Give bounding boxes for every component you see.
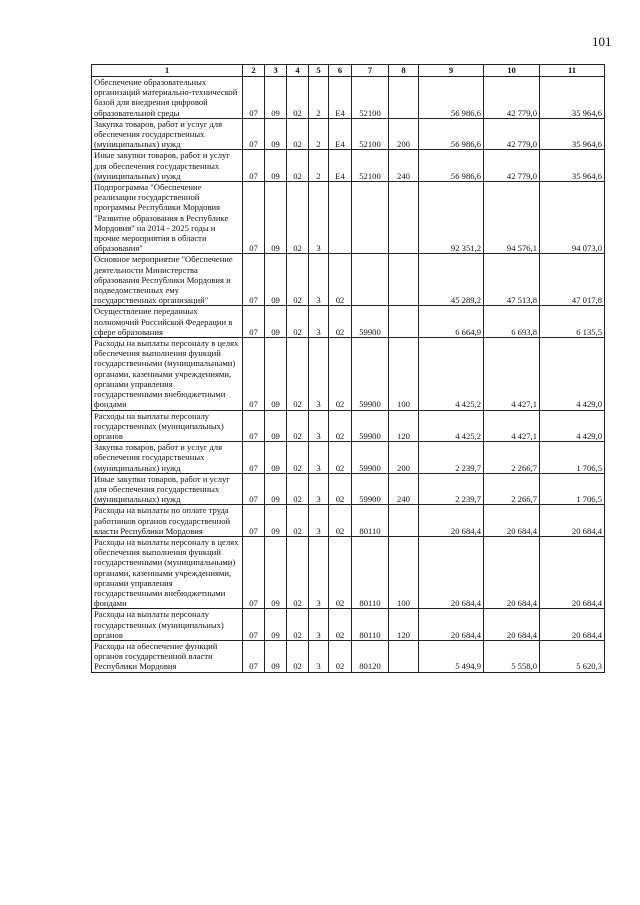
code-expense-type [389, 254, 419, 306]
item-name: Основное мероприятие "Обеспечение деятельности Министерства образования Республики Мордовия и подведомственных ему государственных организаций" [92, 254, 243, 306]
code-subsection: 09 [265, 306, 287, 338]
code-section: 07 [243, 410, 265, 442]
table-row [92, 473, 605, 505]
code-activity: 02 [329, 410, 352, 442]
table-row [92, 505, 605, 537]
table-row [92, 118, 605, 150]
code-subprogram: 2 [309, 77, 329, 119]
code-subprogram: 3 [309, 505, 329, 537]
amount-year-1: 20 684,4 [419, 536, 484, 608]
code-subprogram: 3 [309, 410, 329, 442]
item-name: Иные закупки товаров, работ и услуг для обеспечения государственных (муниципальных) нужд [92, 150, 243, 182]
amount-year-3: 47 017,8 [540, 254, 605, 306]
code-section: 07 [243, 338, 265, 410]
amount-year-3: 20 684,4 [540, 609, 605, 641]
code-direction [352, 254, 389, 306]
header-cell: 10 [484, 65, 540, 77]
code-subsection: 09 [265, 442, 287, 474]
amount-year-2: 20 684,4 [484, 609, 540, 641]
amount-year-1: 56 986,6 [419, 150, 484, 182]
code-subprogram: 2 [309, 118, 329, 150]
amount-year-1: 56 986,6 [419, 118, 484, 150]
table-row [92, 609, 605, 641]
code-expense-type: 100 [389, 536, 419, 608]
amount-year-1: 2 239,7 [419, 442, 484, 474]
code-subprogram: 3 [309, 609, 329, 641]
code-subprogram: 3 [309, 640, 329, 672]
table-header-row [92, 65, 605, 77]
table-row [92, 338, 605, 410]
code-activity: 02 [329, 306, 352, 338]
code-program: 02 [287, 640, 309, 672]
code-section: 07 [243, 306, 265, 338]
code-subprogram: 3 [309, 254, 329, 306]
code-subprogram: 3 [309, 338, 329, 410]
code-program: 02 [287, 609, 309, 641]
code-subprogram: 3 [309, 182, 329, 254]
table-body [92, 77, 605, 673]
table-row [92, 182, 605, 254]
item-name: Расходы на выплаты персоналу в целях обеспечения выполнения функций государственными (муниципальными) органами, казенными учреждениями, органами управления государственными внебюджетными фондами [92, 536, 243, 608]
item-name: Расходы на выплаты по оплате труда работников органов государственной власти Республики Мордовия [92, 505, 243, 537]
code-subprogram: 3 [309, 536, 329, 608]
code-subprogram: 3 [309, 473, 329, 505]
amount-year-3: 6 135,5 [540, 306, 605, 338]
table-row [92, 77, 605, 119]
header-cell: 6 [329, 65, 352, 77]
table-row [92, 254, 605, 306]
header-cell: 4 [287, 65, 309, 77]
code-direction: 80120 [352, 640, 389, 672]
code-direction: 52100 [352, 77, 389, 119]
amount-year-3: 35 964,6 [540, 150, 605, 182]
amount-year-1: 4 425,2 [419, 410, 484, 442]
code-subsection: 09 [265, 536, 287, 608]
header-cell: 7 [352, 65, 389, 77]
code-section: 07 [243, 609, 265, 641]
amount-year-1: 2 239,7 [419, 473, 484, 505]
table-row [92, 150, 605, 182]
code-section: 07 [243, 505, 265, 537]
budget-table [91, 64, 605, 673]
amount-year-1: 6 664,9 [419, 306, 484, 338]
amount-year-2: 6 693,8 [484, 306, 540, 338]
amount-year-1: 56 986,6 [419, 77, 484, 119]
code-activity: 02 [329, 254, 352, 306]
code-section: 07 [243, 150, 265, 182]
amount-year-3: 35 964,6 [540, 77, 605, 119]
code-subsection: 09 [265, 640, 287, 672]
item-name: Обеспечение образовательных организаций материально-технической базой для внедрения цифровой образовательной среды [92, 77, 243, 119]
code-activity: 02 [329, 442, 352, 474]
code-program: 02 [287, 77, 309, 119]
code-activity [329, 182, 352, 254]
table-row [92, 442, 605, 474]
amount-year-3: 5 620,3 [540, 640, 605, 672]
code-program: 02 [287, 182, 309, 254]
code-expense-type [389, 640, 419, 672]
amount-year-2: 42 779,0 [484, 77, 540, 119]
item-name: Иные закупки товаров, работ и услуг для обеспечения государственных (муниципальных) нужд [92, 473, 243, 505]
code-subsection: 09 [265, 150, 287, 182]
header-cell: 2 [243, 65, 265, 77]
code-direction: 59900 [352, 410, 389, 442]
code-program: 02 [287, 254, 309, 306]
code-activity: Е4 [329, 150, 352, 182]
code-subsection: 09 [265, 118, 287, 150]
item-name: Подпрограмма "Обеспечение реализации государственной программы Республики Мордовия "Развитие образования в Республике Мордовия" на 2014 - 2025 годы и прочие мероприятия в области образования" [92, 182, 243, 254]
amount-year-2: 94 576,1 [484, 182, 540, 254]
code-activity: 02 [329, 609, 352, 641]
amount-year-3: 1 706,5 [540, 442, 605, 474]
item-name: Расходы на выплаты персоналу государственных (муниципальных) органов [92, 609, 243, 641]
code-subsection: 09 [265, 338, 287, 410]
amount-year-2: 2 266,7 [484, 442, 540, 474]
amount-year-3: 4 429,0 [540, 338, 605, 410]
code-section: 07 [243, 118, 265, 150]
code-direction: 59900 [352, 306, 389, 338]
header-cell: 1 [92, 65, 243, 77]
item-name: Закупка товаров, работ и услуг для обеспечения государственных (муниципальных) нужд [92, 442, 243, 474]
code-activity: 02 [329, 536, 352, 608]
code-activity: 02 [329, 473, 352, 505]
amount-year-1: 92 351,2 [419, 182, 484, 254]
code-program: 02 [287, 150, 309, 182]
table-row [92, 640, 605, 672]
header-cell: 11 [540, 65, 605, 77]
code-expense-type: 200 [389, 118, 419, 150]
code-subprogram: 3 [309, 442, 329, 474]
code-program: 02 [287, 410, 309, 442]
code-activity: Е4 [329, 118, 352, 150]
code-direction: 52100 [352, 150, 389, 182]
amount-year-2: 47 513,8 [484, 254, 540, 306]
code-activity: 02 [329, 505, 352, 537]
code-section: 07 [243, 640, 265, 672]
code-program: 02 [287, 118, 309, 150]
amount-year-1: 45 289,2 [419, 254, 484, 306]
amount-year-3: 35 964,6 [540, 118, 605, 150]
code-section: 07 [243, 473, 265, 505]
code-expense-type [389, 77, 419, 119]
header-cell: 5 [309, 65, 329, 77]
amount-year-2: 2 266,7 [484, 473, 540, 505]
amount-year-2: 5 558,0 [484, 640, 540, 672]
amount-year-3: 94 073,0 [540, 182, 605, 254]
code-subprogram: 3 [309, 306, 329, 338]
code-subsection: 09 [265, 77, 287, 119]
table-row [92, 410, 605, 442]
item-name: Расходы на обеспечение функций органов государственной власти Республики Мордовия [92, 640, 243, 672]
code-expense-type: 120 [389, 410, 419, 442]
code-expense-type: 200 [389, 442, 419, 474]
code-expense-type: 120 [389, 609, 419, 641]
code-expense-type: 100 [389, 338, 419, 410]
code-expense-type [389, 182, 419, 254]
code-direction: 80110 [352, 505, 389, 537]
amount-year-3: 1 706,5 [540, 473, 605, 505]
header-cell: 8 [389, 65, 419, 77]
code-program: 02 [287, 473, 309, 505]
code-activity: 02 [329, 338, 352, 410]
code-program: 02 [287, 536, 309, 608]
amount-year-3: 20 684,4 [540, 505, 605, 537]
code-direction: 59900 [352, 338, 389, 410]
code-section: 07 [243, 536, 265, 608]
item-name: Закупка товаров, работ и услуг для обеспечения государственных (муниципальных) нужд [92, 118, 243, 150]
code-expense-type: 240 [389, 150, 419, 182]
header-cell: 9 [419, 65, 484, 77]
code-direction [352, 182, 389, 254]
table-row [92, 306, 605, 338]
code-expense-type [389, 306, 419, 338]
code-subsection: 09 [265, 505, 287, 537]
amount-year-1: 5 494,9 [419, 640, 484, 672]
amount-year-1: 20 684,4 [419, 505, 484, 537]
code-subprogram: 2 [309, 150, 329, 182]
code-program: 02 [287, 442, 309, 474]
amount-year-2: 42 779,0 [484, 118, 540, 150]
code-direction: 80110 [352, 536, 389, 608]
page-number: 101 [592, 34, 612, 49]
code-section: 07 [243, 442, 265, 474]
code-section: 07 [243, 182, 265, 254]
amount-year-2: 42 779,0 [484, 150, 540, 182]
code-direction: 59900 [352, 473, 389, 505]
code-activity: 02 [329, 640, 352, 672]
item-name: Расходы на выплаты персоналу государственных (муниципальных) органов [92, 410, 243, 442]
amount-year-2: 20 684,4 [484, 536, 540, 608]
amount-year-2: 4 427,1 [484, 410, 540, 442]
code-program: 02 [287, 306, 309, 338]
code-subsection: 09 [265, 254, 287, 306]
code-direction: 80110 [352, 609, 389, 641]
code-program: 02 [287, 505, 309, 537]
code-section: 07 [243, 77, 265, 119]
code-subsection: 09 [265, 410, 287, 442]
amount-year-1: 4 425,2 [419, 338, 484, 410]
amount-year-2: 4 427,1 [484, 338, 540, 410]
code-expense-type [389, 505, 419, 537]
code-subsection: 09 [265, 182, 287, 254]
code-section: 07 [243, 254, 265, 306]
item-name: Расходы на выплаты персоналу в целях обеспечения выполнения функций государственными (муниципальными) органами, казенными учреждениями, органами управления государственными внебюджетными фондами [92, 338, 243, 410]
code-activity: Е4 [329, 77, 352, 119]
code-program: 02 [287, 338, 309, 410]
table-row [92, 536, 605, 608]
amount-year-2: 20 684,4 [484, 505, 540, 537]
amount-year-3: 4 429,0 [540, 410, 605, 442]
code-subsection: 09 [265, 609, 287, 641]
header-cell: 3 [265, 65, 287, 77]
code-direction: 52100 [352, 118, 389, 150]
code-direction: 59900 [352, 442, 389, 474]
amount-year-1: 20 684,4 [419, 609, 484, 641]
item-name: Осуществление переданных полномочий Российской Федерации в сфере образования [92, 306, 243, 338]
code-expense-type: 240 [389, 473, 419, 505]
code-subsection: 09 [265, 473, 287, 505]
amount-year-3: 20 684,4 [540, 536, 605, 608]
